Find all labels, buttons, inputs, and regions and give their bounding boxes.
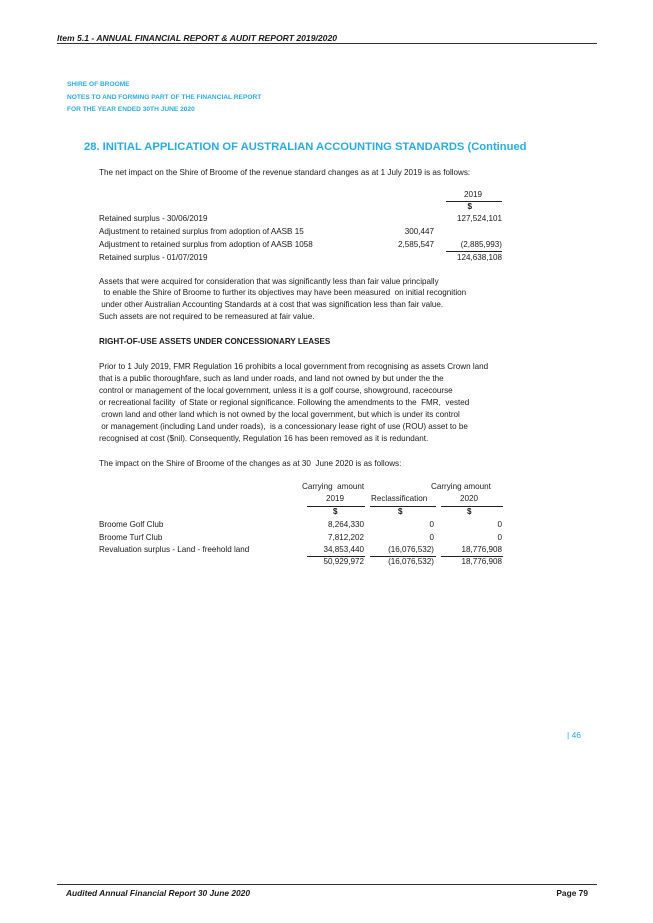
table-cell: 8,264,330	[327, 520, 364, 529]
table-cell: 34,853,440	[323, 545, 364, 554]
page-number: Page 79	[556, 888, 588, 898]
intro-text: The net impact on the Shire of Broome of the revenue standard changes as at 1 July 2019 is as follows:	[99, 168, 471, 177]
report-header: Item 5.1 - ANNUAL FINANCIAL REPORT & AUDIT REPORT 2019/2020	[57, 33, 337, 43]
col3-rule	[441, 506, 503, 507]
paragraph-line: Such assets are not required to be remeasured at fair value.	[99, 312, 315, 321]
unit-header: $	[467, 202, 472, 211]
paragraph-line: Prior to 1 July 2019, FMR Regulation 16 prohibits a local government from recognising as assets Crown land	[99, 362, 489, 371]
table-row-label: Revaluation surplus - Land - freehold land	[99, 545, 250, 554]
col1-header-bottom: 2019	[326, 494, 345, 503]
paragraph-line: crown land and other land which is not owned by the local government, but which is under its control	[99, 410, 460, 419]
paragraph-line: or recreational facility of State or regional significance. Following the amendments to the FMR, vested	[99, 398, 470, 407]
table-cell: (16,076,532)	[388, 545, 434, 554]
table-row-label: Retained surplus - 01/07/2019	[99, 253, 208, 262]
col3-header-bottom: 2020	[460, 494, 479, 503]
table-cell: 7,812,202	[327, 533, 364, 542]
table-row-label: Adjustment to retained surplus from adoption of AASB 15	[99, 227, 304, 236]
col2-header: Reclassification	[371, 494, 428, 503]
table-cell: 0	[497, 520, 502, 529]
paragraph-line: recognised at cost ($nil). Consequently, Regulation 16 has been removed as it is redundant.	[99, 434, 429, 443]
paragraph-line: Assets that were acquired for consideration that was significantly less than fair value principally	[99, 277, 439, 286]
paragraph-line: or management (including Land under roads), is a concessionary lease right of use (ROU) asset to be	[99, 422, 468, 431]
table-row-label: Broome Turf Club	[99, 533, 163, 542]
col1-unit: $	[333, 507, 338, 516]
paragraph-line: control or management of the local government, unless it is a golf course, showground, racecourse	[99, 386, 453, 395]
total-cell: (16,076,532)	[388, 557, 434, 566]
note-title: 28. INITIAL APPLICATION OF AUSTRALIAN ACCOUNTING STANDARDS (Continued	[84, 141, 527, 153]
col3-unit: $	[467, 507, 472, 516]
table-cell: 0	[497, 533, 502, 542]
table-row-mid: 2,585,547	[397, 240, 434, 249]
org-subtitle: NOTES TO AND FORMING PART OF THE FINANCIAL REPORT	[67, 94, 262, 101]
paragraph-line: under other Australian Accounting Standards at a cost that was signification less than fair value.	[99, 300, 444, 309]
table-row-value: 127,524,101	[456, 214, 502, 223]
paragraph-line: that is a public thoroughfare, such as land under roads, and land not owned by but under the the	[99, 374, 444, 383]
table-row-label: Retained surplus - 30/06/2019	[99, 214, 208, 223]
footer-rule	[57, 884, 597, 885]
table-cell: 18,776,908	[461, 545, 502, 554]
total-cell: 50,929,972	[323, 557, 364, 566]
table-cell: 0	[429, 533, 434, 542]
impact-intro: The impact on the Shire of Broome of the changes as at 30 June 2020 is as follows:	[99, 459, 402, 468]
year-header: 2019	[463, 190, 482, 199]
table-row-value: 124,638,108	[456, 253, 502, 262]
col2-rule	[370, 506, 436, 507]
table-row-label: Broome Golf Club	[99, 520, 164, 529]
table-row-value: (2,885,993)	[460, 240, 502, 249]
org-name: SHIRE OF BROOME	[67, 81, 130, 88]
subtotal-rule	[446, 251, 502, 252]
table-row-label: Adjustment to retained surplus from adoption of AASB 1058	[99, 240, 313, 249]
col2-unit: $	[398, 507, 403, 516]
section-heading: RIGHT-OF-USE ASSETS UNDER CONCESSIONARY LEASES	[99, 337, 331, 346]
col3-header-top: Carrying amount	[431, 482, 491, 491]
table-row-mid: 300,447	[404, 227, 434, 236]
page-marker: | 46	[567, 730, 582, 740]
col1-header-top: Carrying amount	[302, 482, 365, 491]
org-period: FOR THE YEAR ENDED 30TH JUNE 2020	[67, 106, 195, 113]
footer-title: Audited Annual Financial Report 30 June 2020	[66, 888, 250, 898]
table-cell: 0	[429, 520, 434, 529]
total-cell: 18,776,908	[461, 557, 502, 566]
paragraph-line: to enable the Shire of Broome to further its objectives may have been measured on initial recognition	[99, 288, 467, 297]
header-rule	[57, 43, 597, 44]
